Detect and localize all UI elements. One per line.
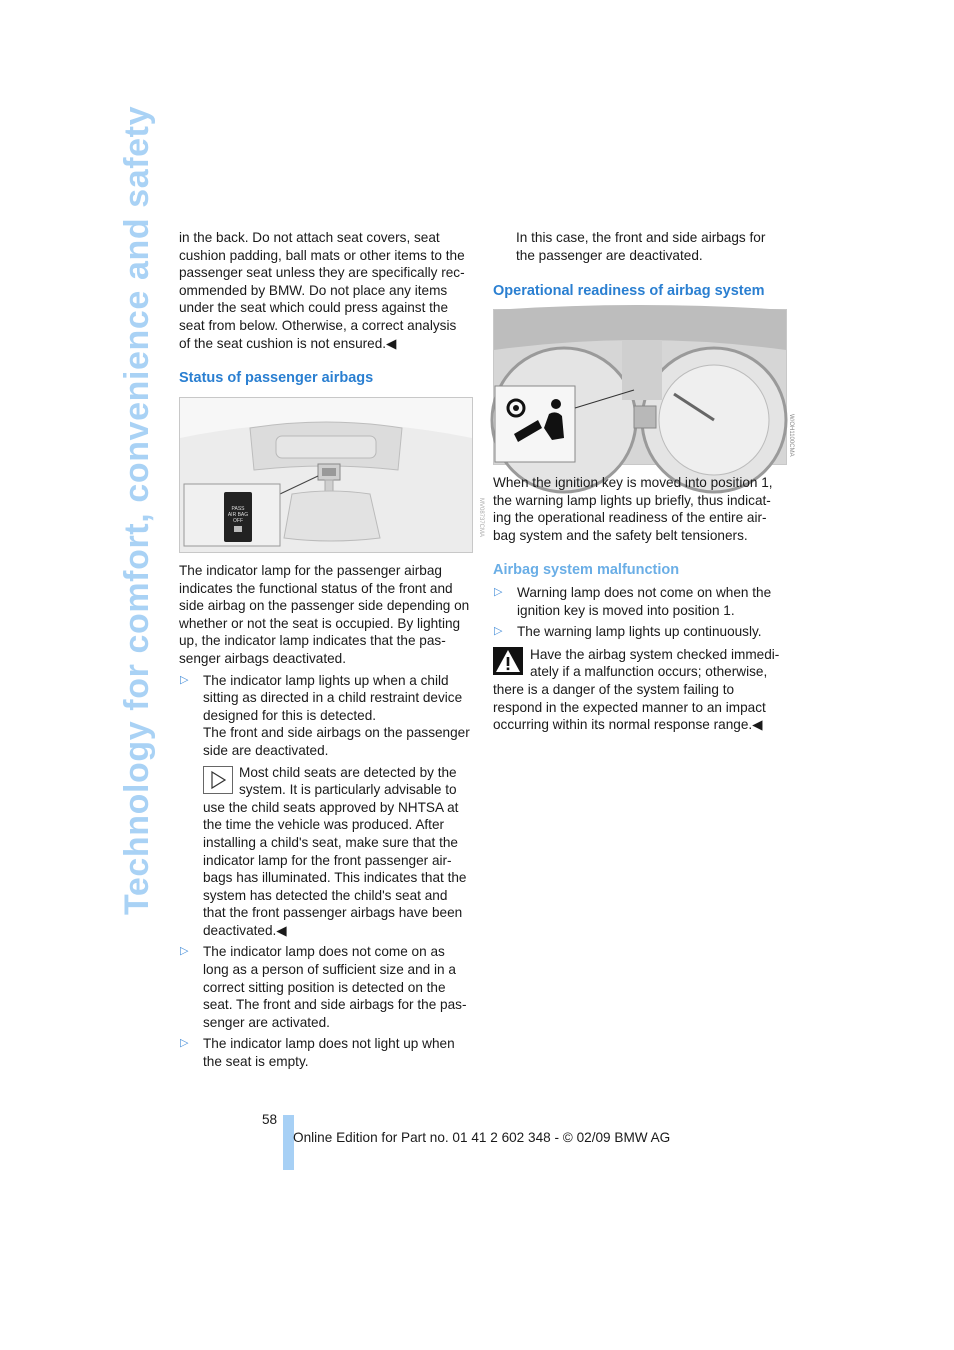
readiness-description: When the ignition key is moved into position 1, the warning lamp lights up briefly, thus indicat-ing the operational readiness of the entire air-bag system and the safety belt tensioners.: [493, 475, 773, 543]
bullet-text: The indicator lamp does not light up when the seat is empty.: [203, 1036, 455, 1070]
readiness-heading: Operational readiness of airbag system: [493, 283, 765, 300]
chapter-side-title-text: Technology for comfort, convenience and safety: [118, 105, 156, 915]
chapter-side-title: [112, 105, 156, 920]
bullet-arrow-icon: ▷: [494, 585, 503, 598]
mirror-illustration: [180, 398, 484, 552]
status-heading: Status of passenger airbags: [179, 370, 374, 387]
bullet-continuation: The front and side airbags on the passenger side are deactivated.: [203, 725, 470, 758]
right-column: [493, 229, 785, 301]
warning-box: [493, 646, 785, 734]
figure1-label-2: AIR BAG: [227, 512, 249, 518]
bullet-text: Warning lamp does not come on when the ignition key is moved into position 1.: [517, 584, 772, 618]
right-intro-paragraph: In this case, the front and side airbags for the passenger are deactivated.: [516, 230, 766, 263]
bullet-arrow-icon: ▷: [494, 625, 503, 638]
figure1-label-3: OFF: [233, 518, 243, 524]
bullet-arrow-icon: ▷: [180, 1037, 189, 1050]
warning-text: Have the airbag system checked immedi-ately if a malfunction occurs; otherwise, there is a danger of the system failing to respond in the expected manner to an impact occurring within its normal response range.◀: [493, 646, 780, 733]
note-arrow-icon: [203, 766, 233, 794]
right-column-body: [493, 474, 785, 734]
left-column-body: [179, 562, 471, 1071]
list-item: [179, 672, 471, 760]
bullet-arrow-icon: ▷: [180, 673, 189, 686]
figure2-code: W/OH1100CMA: [788, 414, 794, 457]
list-item: [179, 943, 471, 1031]
malfunction-heading: Airbag system malfunction: [493, 562, 680, 579]
indicator-description: The indicator lamp for the passenger airbag indicates the functional status of the front and side airbag on the passenger side depending on whether or not the seat is occupied. By lighting up, the indicator lamp indicates that the pas-senger airbags deactivated.: [179, 563, 470, 666]
bullet-arrow-icon: ▷: [180, 945, 189, 958]
bullet-text: The indicator lamp lights up when a child sitting as directed in a child restraint device designed for this is detected.: [203, 672, 463, 723]
instrument-cluster-figure: [493, 309, 794, 465]
warning-triangle-icon: [493, 647, 523, 675]
note-text: Most child seats are detected by the system. It is particularly advisable to use the child seats approved by NHTSA at the time the vehicle was produced. After installing a child's seat, make sure that the indicator lamp for the front passenger air-bags has illuminated. This indicates that the system has detected the child's seat and that the front passenger airbags have been deactivated.◀: [203, 764, 467, 938]
note-box: [179, 764, 471, 940]
passenger-airbag-figure: [179, 397, 484, 553]
bullet-text: The indicator lamp does not come on as long as a person of sufficient size and in a correct sitting position is detected on the seat. The front and side airbags for the pas-senger are activated.: [203, 944, 467, 1030]
left-intro-paragraph: in the back. Do not attach seat covers, seat cushion padding, ball mats or other items to the passenger seat unless they are specifically rec-ommended by BMW. Do not place any items under the seat which could press against the seat from below. Otherwise, a correct analysis of the seat cushion is not ensured.◀: [179, 230, 465, 351]
list-item: [179, 1035, 471, 1070]
list-item: [493, 623, 785, 641]
left-column: [179, 229, 471, 388]
figure1-code: MV08737CMA: [478, 498, 484, 538]
footer-edition-text: Online Edition for Part no. 01 41 2 602 348 - © 02/09 BMW AG: [293, 1130, 671, 1145]
list-item: [493, 584, 785, 619]
bullet-text: The warning lamp lights up continuously.: [517, 624, 762, 640]
figure1-label-1: PASS: [231, 506, 245, 512]
cluster-illustration: [494, 310, 794, 464]
page-number: 58: [262, 1112, 278, 1127]
